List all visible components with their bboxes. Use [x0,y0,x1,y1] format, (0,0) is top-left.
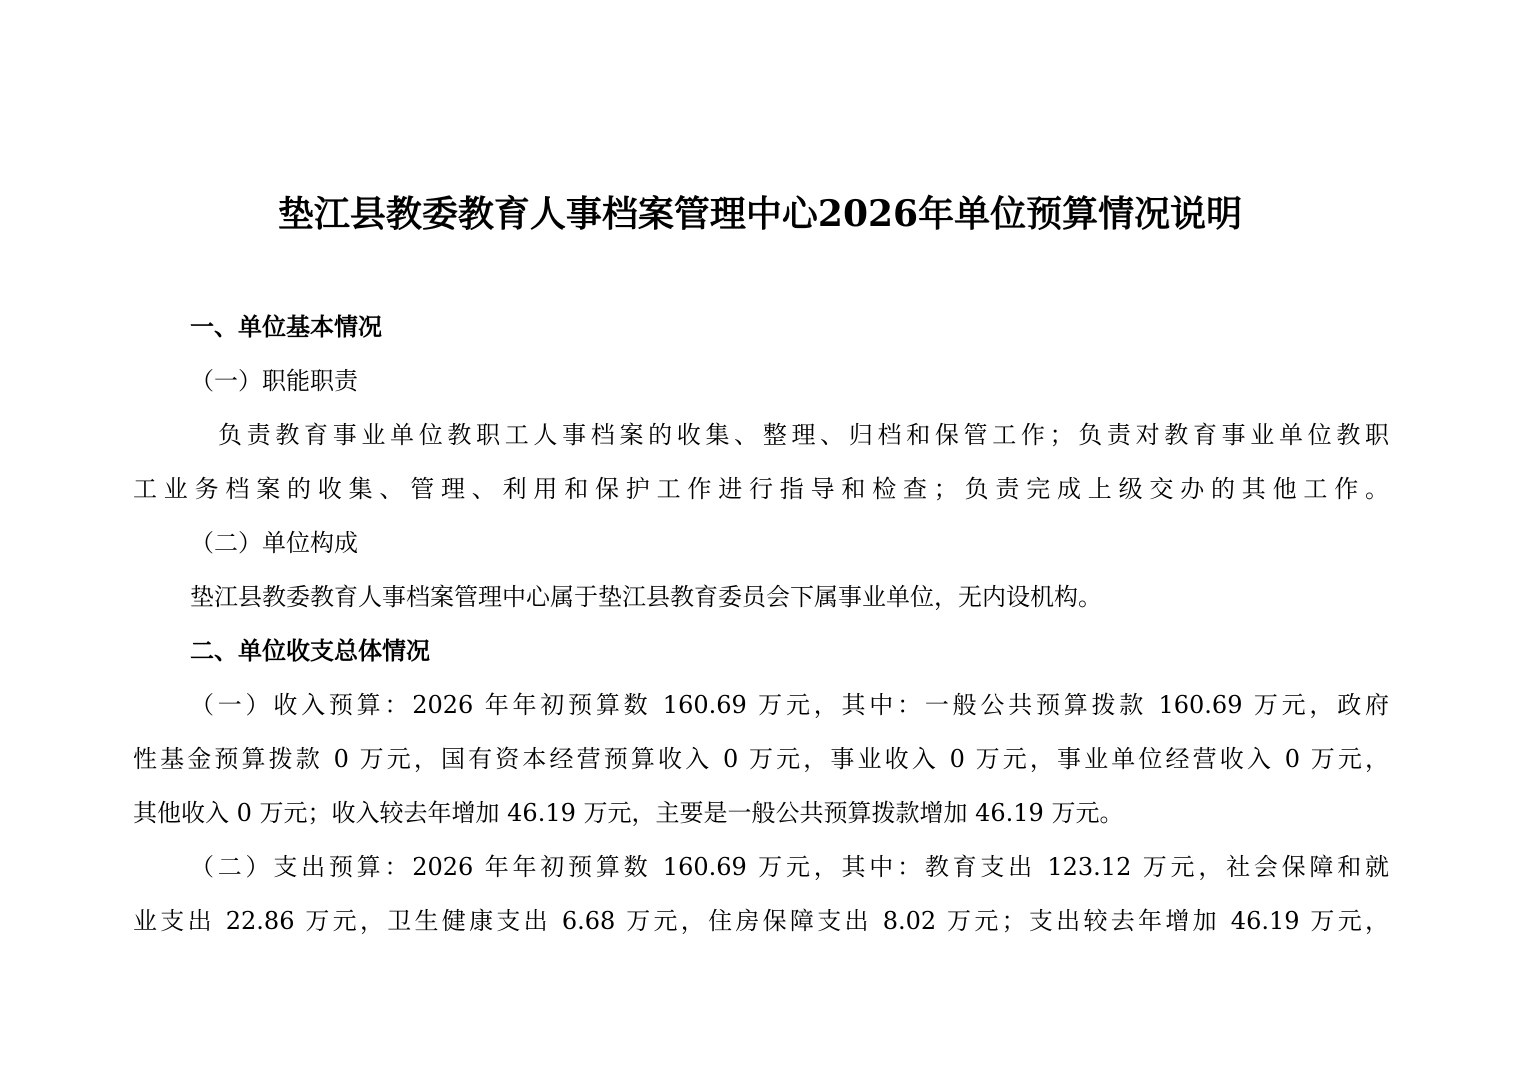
document-title: 垫江县教委教育人事档案管理中心2026年单位预算情况说明 [277,193,1243,235]
paragraph-line: （一）收入预算：2026 年年初预算数 160.69 万元，其中：一般公共预算拨款 160.69 万元，政府 [190,691,1389,719]
section-heading-basic-info: 一、单位基本情况 [190,312,382,341]
section-heading-revenue-expenditure: 二、单位收支总体情况 [190,636,430,665]
paragraph-line: 工业务档案的收集、管理、利用和保护工作进行指导和检查；负责完成上级交办的其他工作。 [133,475,1389,503]
subsection-heading-functions: （一）职能职责 [190,367,358,395]
subsection-heading-composition: （二）单位构成 [190,529,358,557]
paragraph-line: 负责教育事业单位教职工人事档案的收集、整理、归档和保管工作；负责对教育事业单位教职 [218,421,1389,449]
paragraph-line: 性基金预算拨款 0 万元，国有资本经营预算收入 0 万元，事业收入 0 万元，事业单位经营收入 0 万元， [133,745,1389,773]
paragraph-line: 垫江县教委教育人事档案管理中心属于垫江县教育委员会下属事业单位，无内设机构。 [190,583,1102,611]
paragraph-line: 其他收入 0 万元；收入较去年增加 46.19 万元，主要是一般公共预算拨款增加 46.19 万元。 [133,799,1124,827]
document-body [133,300,1389,948]
paragraph-line: （二）支出预算：2026 年年初预算数 160.69 万元，其中：教育支出 123.12 万元，社会保障和就 [190,853,1389,881]
paragraph-line: 业支出 22.86 万元，卫生健康支出 6.68 万元，住房保障支出 8.02 万元；支出较去年增加 46.19 万元， [133,907,1389,935]
